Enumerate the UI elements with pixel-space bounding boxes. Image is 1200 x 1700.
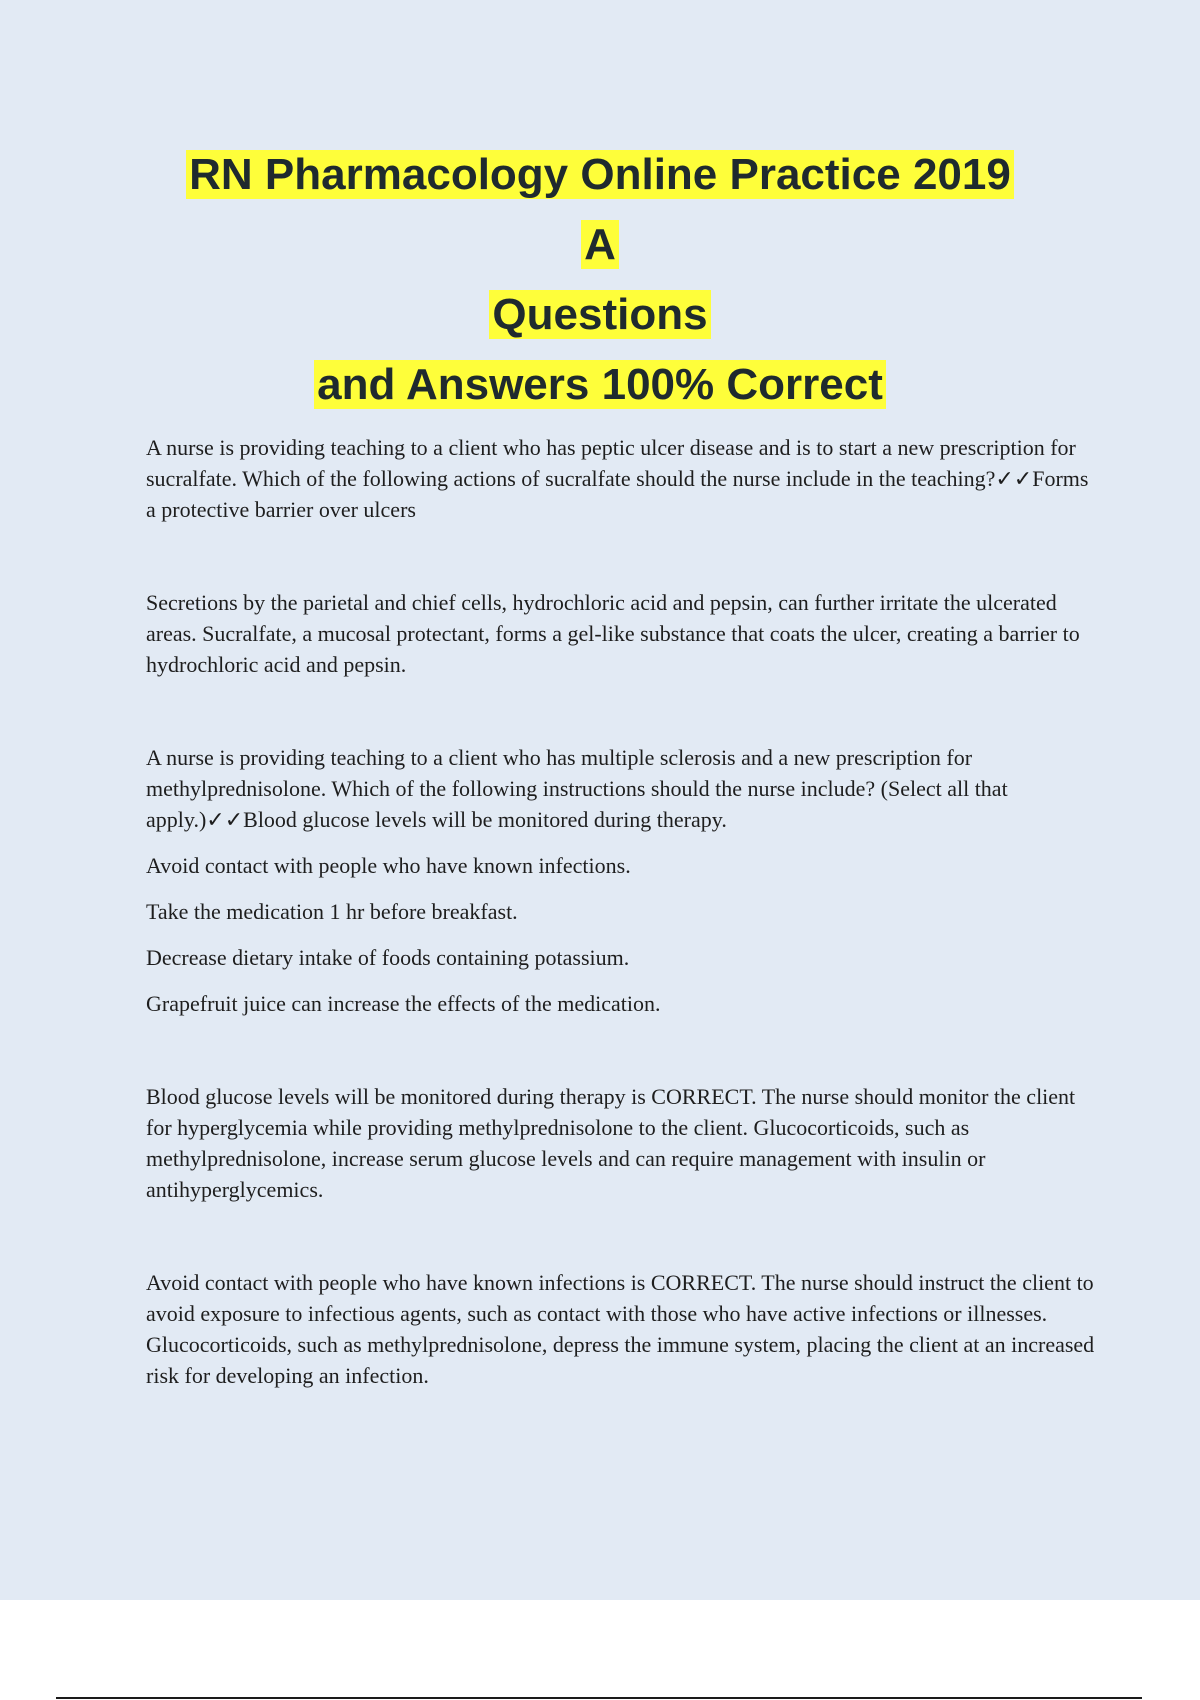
answer-option: Grapefruit juice can increase the effects of the medication.: [146, 991, 661, 1016]
document-title: [0, 140, 1200, 420]
title-line-2: A: [581, 220, 619, 269]
document-body: [146, 432, 1096, 1391]
question-2-text: A nurse is providing teaching to a client who has multiple sclerosis and a new prescription for methylprednisolone. Which of the following instructions should the nurse include? (Select all that apply.)✓✓Blood glucose levels will be monitored during therapy.: [146, 745, 1008, 832]
rationale-3-text: Avoid contact with people who have known infections is CORRECT. The nurse should instruct the client to avoid exposure to infectious agents, such as contact with those who have active infections or illnesses. Glucocorticoids, such as methylprednisolone, depress the immune system, placing the client at an increased risk for developing an infection.: [146, 1270, 1095, 1388]
rationale-1-text: Secretions by the parietal and chief cells, hydrochloric acid and pepsin, can further irritate the ulcerated areas. Sucralfate, a mucosal protectant, forms a gel-like substance that coats the ulcer, creating a barrier to hydrochloric acid and pepsin.: [146, 590, 1080, 677]
answer-option: Take the medication 1 hr before breakfast.: [146, 899, 518, 924]
title-line-1: RN Pharmacology Online Practice 2019: [186, 150, 1014, 199]
rationale-2-text: Blood glucose levels will be monitored during therapy is CORRECT. The nurse should monitor the client for hyperglycemia while providing methylprednisolone to the client. Glucocorticoids, such as methylprednisolone, increase serum glucose levels and can require management with insulin or antihyperglycemics.: [146, 1084, 1076, 1202]
title-line-4: and Answers 100% Correct: [314, 360, 886, 409]
question-1-text: A nurse is providing teaching to a client who has peptic ulcer disease and is to start a new prescription for sucralfate. Which of the following actions of sucralfate should the nurse include in the teaching?✓✓Forms a protective barrier over ulcers: [146, 435, 1089, 522]
answer-option: Decrease dietary intake of foods containing potassium.: [146, 945, 630, 970]
footer-divider: [56, 1697, 1142, 1699]
title-line-3: Questions: [489, 290, 710, 339]
answer-option: Avoid contact with people who have known infections.: [146, 853, 631, 878]
